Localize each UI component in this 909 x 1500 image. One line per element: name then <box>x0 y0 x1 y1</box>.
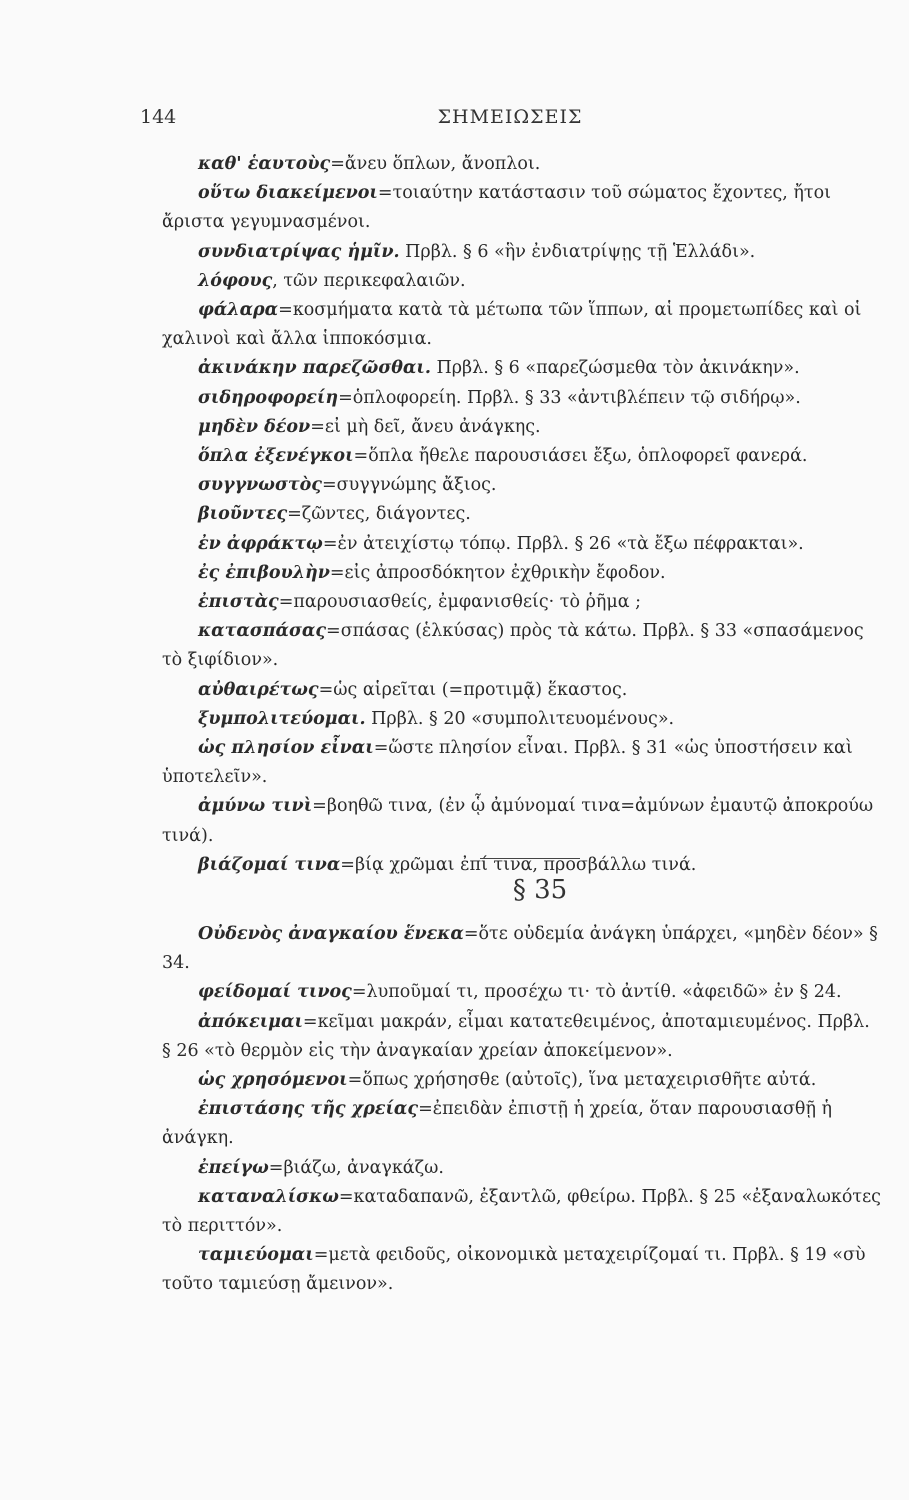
note-term: καθ' ἑαυτοὺς <box>198 154 331 174</box>
note-definition: =βιάζω, ἀναγκάζω. <box>268 1157 444 1178</box>
note-term: βιάζομαί τινα <box>198 854 341 875</box>
note-definition: =ὅτε οὐδεμία ἀνάγκη ὑπάρχει, «μηδὲν δέον» § 34. <box>162 924 878 974</box>
running-title: ΣΗΜΕΙΩΣΕΙΣ <box>437 106 583 128</box>
note-definition: =τοιαύτην κατάστασιν τοῦ σώματος ἔχοντες, ἤτοι ἄριστα γεγυμνασμένοι. <box>162 183 831 233</box>
note-definition: =ζῶντες, διάγοντες. <box>287 504 471 525</box>
note-term: σιδηροφορείη <box>198 387 339 408</box>
note-term: οὕτω διακείμενοι <box>198 183 378 204</box>
note-entry <box>126 296 882 354</box>
note-definition: =βοηθῶ τινα, (ἐν ᾧ ἀμύνομαί τινα=ἀμύνων ἐμαυτῷ ἀποκρούω τινά). <box>162 796 874 846</box>
note-entry <box>126 1241 882 1299</box>
note-definition: =συγγνώμης ἄξιος. <box>321 475 497 496</box>
note-term: φείδομαί τινος <box>198 982 352 1003</box>
note-entry <box>126 588 882 617</box>
note-entry <box>126 413 882 442</box>
section-heading: § 35 <box>512 875 568 905</box>
note-entry <box>126 471 882 500</box>
note-entry <box>126 1008 882 1066</box>
note-entry <box>126 1154 882 1183</box>
note-definition: =ὅπως χρήσησθε (αὐτοῖς), ἵνα μεταχειρισθῆτε αὐτά. <box>347 1070 817 1091</box>
note-term: ἐπείγω <box>198 1157 269 1178</box>
note-term: ἀπόκειμαι <box>198 1011 303 1032</box>
note-term: ἐπιστὰς <box>198 592 279 613</box>
note-definition: =λυποῦμαί τι, προσέχω τι· τὸ ἀντίθ. «ἀφειδῶ» ἐν § 24. <box>351 982 842 1003</box>
note-term: συνδιατρίψας ἡμῖν. <box>198 241 400 262</box>
page-number: 144 <box>140 106 177 128</box>
note-term: συγγνωστὸς <box>198 475 322 496</box>
note-term: ἐς ἐπιβουλὴν <box>198 562 330 583</box>
note-term: ὡς χρησόμενοι <box>198 1070 348 1091</box>
note-definition: =ἐν ἀτειχίστῳ τόπῳ. Πρβλ. § 26 «τὰ ἔξω πέφρακται». <box>322 533 804 554</box>
note-definition: =ἐπειδὰν ἐπιστῇ ἡ χρεία, ὅταν παρουσιασθῇ ἡ ἀνάγκη. <box>162 1099 832 1149</box>
notes-list-section-34 <box>162 150 882 880</box>
note-definition: =εἰς ἀπροσδόκητον ἐχθρικὴν ἔφοδον. <box>329 562 666 583</box>
note-entry <box>126 705 882 734</box>
note-definition: Πρβλ. § 6 «ἣν ἐνδιατρίψῃς τῇ Ἑλλάδι». <box>399 241 756 262</box>
note-definition: , τῶν περικεφαλαιῶν. <box>272 270 466 291</box>
note-entry <box>126 442 882 471</box>
note-entry <box>126 238 882 267</box>
note-entry <box>126 734 882 792</box>
note-term: φάλαρα <box>198 300 279 321</box>
note-term: βιοῦντες <box>198 504 288 525</box>
page-header <box>140 106 880 136</box>
note-entry <box>126 150 882 179</box>
note-term: ἀμύνω τινὶ <box>198 796 313 817</box>
note-term: μηδὲν δέον <box>198 416 311 437</box>
note-term: ξυμπολιτεύομαι. <box>198 708 366 729</box>
note-entry <box>126 179 882 237</box>
note-definition: =ἄνευ ὅπλων, ἄνοπλοι. <box>330 154 541 174</box>
note-term: λόφους <box>198 270 273 291</box>
note-entry <box>126 978 882 1007</box>
note-term: κατασπάσας <box>198 621 327 642</box>
note-term: Οὐδενὸς ἀναγκαίου ἕνεκα <box>198 924 464 944</box>
note-term: ἐν ἀφράκτῳ <box>198 533 323 554</box>
note-entry <box>126 267 882 296</box>
note-definition: =παρουσιασθείς, ἐμφανισθείς· τὸ ῥῆμα ; <box>278 592 641 613</box>
note-definition: =καταδαπανῶ, ἐξαντλῶ, φθείρω. Πρβλ. § 25 «ἐξαναλωκότες τὸ περιττόν». <box>162 1186 881 1237</box>
note-entry <box>126 500 882 529</box>
note-entry <box>126 792 882 850</box>
note-definition: =ὡς αἱρεῖται (=προτιμᾷ) ἕκαστος. <box>318 679 628 700</box>
note-definition: =ὥστε πλησίον εἶναι. Πρβλ. § 31 «ὡς ὑποστήσειν καὶ ὑποτελεῖν». <box>162 738 853 788</box>
note-entry <box>126 354 882 383</box>
note-definition: Πρβλ. § 20 «συμπολιτευομένους». <box>365 708 675 729</box>
note-entry <box>126 1066 882 1095</box>
note-term: ταμιεύομαι <box>198 1245 314 1266</box>
note-term: ὡς πλησίον εἶναι <box>198 738 374 759</box>
note-term: ὅπλα ἐξενέγκοι <box>198 446 354 467</box>
note-entry <box>126 676 882 705</box>
note-entry <box>126 1095 882 1153</box>
note-entry <box>126 530 882 559</box>
note-definition: =κεῖμαι μακράν, εἶμαι κατατεθειμένος, ἀποταμιευμένος. Πρβλ. § 26 «τὸ θερμὸν εἰς τὴν ἀναγκαίαν χρείαν ἀποκείμενον». <box>162 1011 870 1061</box>
note-term: αὐθαιρέτως <box>198 679 319 700</box>
note-definition: =μετὰ φειδοῦς, οἰκονομικὰ μεταχειρίζομαί τι. Πρβλ. § 19 «σὺ τοῦτο ταμιεύσῃ ἄμεινον». <box>162 1245 866 1295</box>
note-entry <box>126 1183 882 1241</box>
section-divider <box>480 858 580 859</box>
note-entry <box>126 617 882 675</box>
note-term: ἐπιστάσης τῆς χρείας <box>198 1099 419 1120</box>
notes-list-section-35 <box>162 920 882 1300</box>
note-entry <box>126 920 882 978</box>
note-definition: =κοσμήματα κατὰ τὰ μέτωπα τῶν ἵππων, αἱ προμετωπίδες καὶ οἱ χαλινοὶ καὶ ἄλλα ἱπποκόσμια. <box>162 300 862 350</box>
note-definition: =ὅπλα ἤθελε παρουσιάσει ἔξω, ὁπλοφορεῖ φανερά. <box>353 446 808 467</box>
note-definition: =σπάσας (ἑλκύσας) πρὸς τὰ κάτω. Πρβλ. § 33 «σπασάμενος τὸ ξιφίδιον». <box>162 621 864 671</box>
note-definition: =ὁπλοφορείη. Πρβλ. § 33 «ἀντιβλέπειν τῷ σιδήρῳ». <box>338 387 801 408</box>
note-term: ἀκινάκην παρεζῶσθαι. <box>198 358 431 379</box>
note-definition: =βίᾳ χρῶμαι ἐπί τινα, προσβάλλω τινά. <box>340 854 697 875</box>
note-entry <box>126 559 882 588</box>
note-definition: Πρβλ. § 6 «παρεζώσμεθα τὸν ἀκινάκην». <box>430 358 800 379</box>
note-term: καταναλίσκω <box>198 1186 339 1207</box>
note-definition: =εἰ μὴ δεῖ, ἄνευ ἀνάγκης. <box>310 416 541 437</box>
note-entry <box>126 384 882 413</box>
